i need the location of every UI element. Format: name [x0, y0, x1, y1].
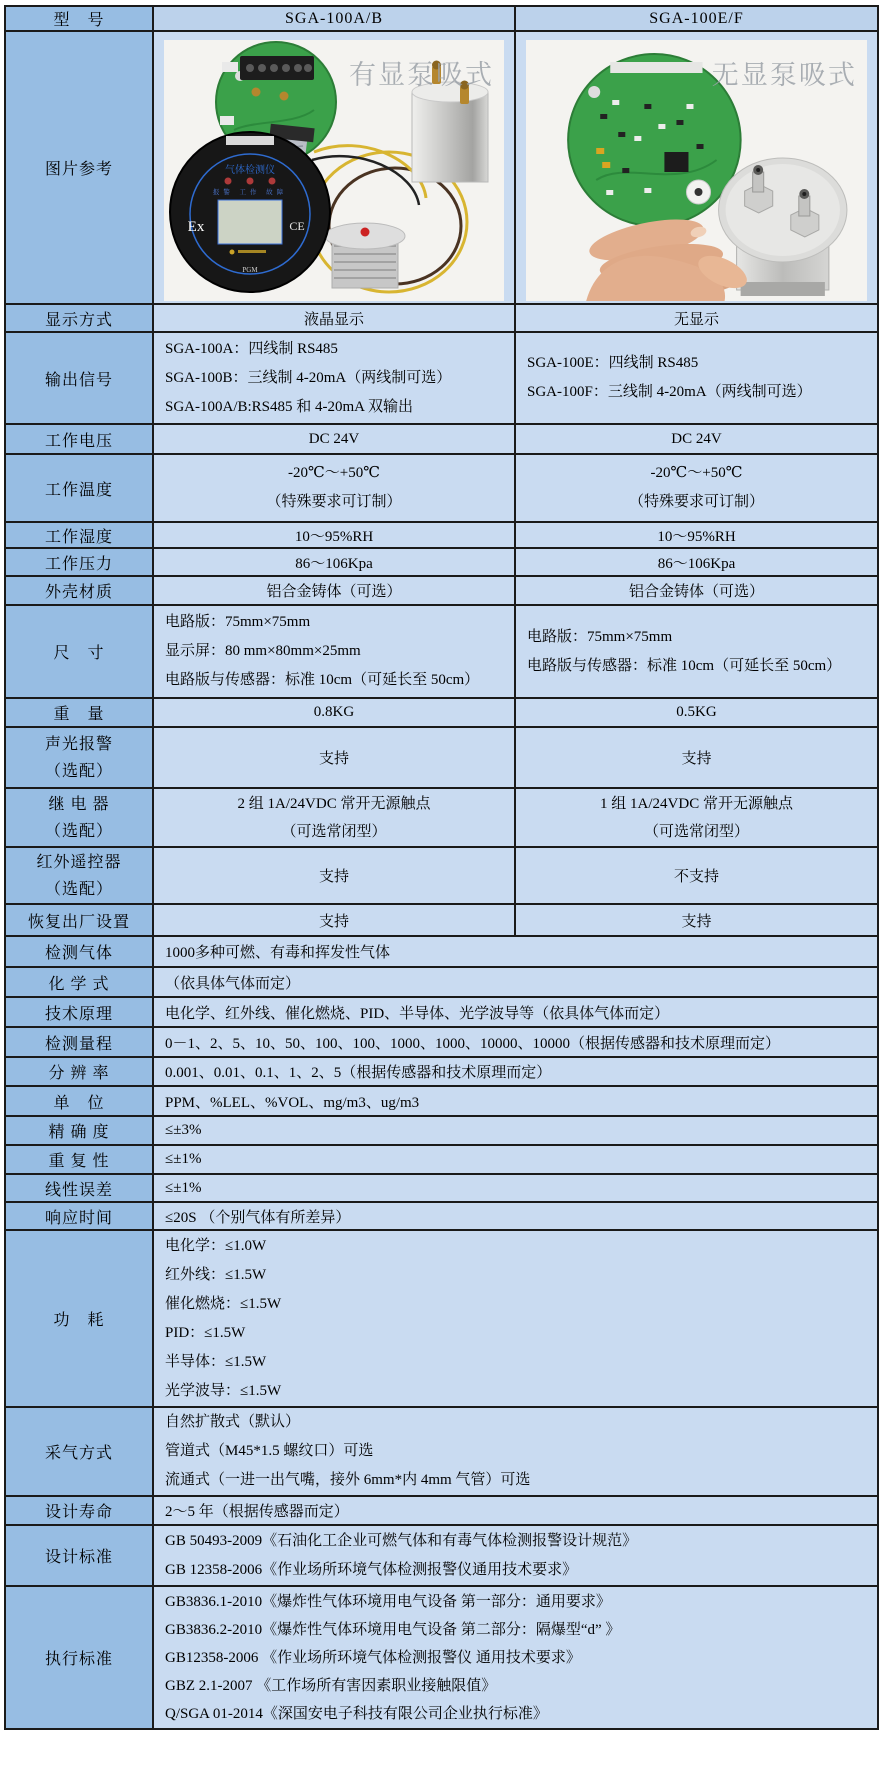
product-photo-a: [164, 40, 504, 301]
sampling-line: 流通式（一进一出气嘴，接外 6mm*内 4mm 气管）可选: [165, 1472, 531, 1488]
cell-pressure-b: 86～106Kpa: [515, 548, 878, 576]
row-label-weight: 重 量: [5, 698, 153, 727]
cell-display-b: 无显示: [515, 304, 878, 332]
output-b-line: SGA-100E：四线制 RS485: [527, 355, 699, 371]
size-b-line: 电路版与传感器：标准 10cm（可延长至 50cm）: [527, 657, 842, 674]
relay-b-line: （可选常闭型）: [643, 823, 749, 840]
table-row-display: [5, 304, 878, 332]
row-label-temp: 工作温度: [5, 454, 153, 522]
row-label-response: 响应时间: [5, 1202, 153, 1230]
relay-label-line: 继 电 器: [48, 795, 110, 813]
table-row-model: [5, 6, 878, 31]
cell-formula: （依具体气体而定）: [153, 967, 878, 997]
relay-a-line: （可选常闭型）: [281, 823, 387, 840]
table-row-repeatability: [5, 1145, 878, 1174]
model-header-b: SGA-100E/F: [515, 6, 878, 31]
cell-shell-a: 铝合金铸体（可选）: [153, 576, 515, 605]
size-a-line: 电路版：75mm×75mm: [165, 614, 311, 630]
row-label-range: 检测量程: [5, 1027, 153, 1057]
product-photo-cell-b: [515, 31, 878, 304]
table-row-exec-std: [5, 1586, 878, 1729]
spec-table: [4, 5, 879, 1730]
exec-std-line: Q/SGA 01-2014《深国安电子科技有限公司企业执行标准》: [165, 1705, 548, 1722]
cell-alarm-a: 支持: [153, 727, 515, 788]
cell-reset-a: 支持: [153, 904, 515, 936]
cell-exec-std: [153, 1586, 878, 1729]
table-row-photos: [5, 31, 878, 304]
table-row-humidity: [5, 522, 878, 548]
cell-weight-b: 0.5KG: [515, 698, 878, 727]
table-row-reset: [5, 904, 878, 936]
table-row-sampling: [5, 1407, 878, 1496]
output-a-line: SGA-100B：三线制 4-20mA（两线制可选）: [165, 369, 452, 386]
table-row-weight: [5, 698, 878, 727]
cell-shell-b: 铝合金铸体（可选）: [515, 576, 878, 605]
table-row-size: [5, 605, 878, 698]
cell-relay-b: [515, 788, 878, 847]
cell-unit: PPM、%LEL、%VOL、mg/m3、ug/m3: [153, 1086, 878, 1116]
table-row-relay: [5, 788, 878, 847]
relay-a-line: 2 组 1A/24VDC 常开无源触点: [237, 795, 431, 812]
row-label-voltage: 工作电压: [5, 424, 153, 454]
sampling-line: 自然扩散式（默认）: [165, 1414, 301, 1430]
row-label-resolution: 分 辨 率: [5, 1057, 153, 1086]
ce-mark-text: CE: [289, 219, 305, 233]
table-row-alarm: [5, 727, 878, 788]
exec-std-line: GB12358-2006 《作业场所环境气体检测报警仪 通用技术要求》: [165, 1649, 581, 1666]
row-label-remote: [5, 847, 153, 904]
cell-output-b: [515, 332, 878, 424]
cell-sampling: [153, 1407, 878, 1496]
model-row-label: 型 号: [5, 6, 153, 31]
power-line: 红外线：≤1.5W: [165, 1266, 267, 1283]
table-row-temp: [5, 454, 878, 522]
row-label-display: 显示方式: [5, 304, 153, 332]
cell-size-b: [515, 605, 878, 698]
cell-display-a: 液晶显示: [153, 304, 515, 332]
cell-design-std: [153, 1525, 878, 1586]
row-label-pressure: 工作压力: [5, 548, 153, 576]
cell-pressure-a: 86～106Kpa: [153, 548, 515, 576]
size-a-line: 电路版与传感器：标准 10cm（可延长至 50cm）: [165, 672, 480, 688]
cell-voltage-a: DC 24V: [153, 424, 515, 454]
cell-reset-b: 支持: [515, 904, 878, 936]
row-label-repeatability: 重 复 性: [5, 1145, 153, 1174]
row-label-sampling: 采气方式: [5, 1407, 153, 1496]
temp-b-line: （特殊要求可订制）: [628, 494, 764, 510]
table-row-principle: [5, 997, 878, 1027]
size-a-line: 显示屏：80 mm×80mm×25mm: [165, 643, 361, 659]
watermark-a: 有显泵吸式: [349, 60, 494, 90]
exec-std-line: GBZ 2.1-2007 《工作场所有害因素职业接触限值》: [165, 1677, 497, 1694]
power-line: 催化燃烧：≤1.5W: [165, 1295, 282, 1312]
remote-label-line: （选配）: [44, 880, 113, 898]
table-row-formula: [5, 967, 878, 997]
model-header-a: SGA-100A/B: [153, 6, 515, 31]
output-a-line: SGA-100A/B:RS485 和 4-20mA 双输出: [165, 398, 413, 415]
table-row-shell: [5, 576, 878, 605]
row-label-output: 输出信号: [5, 332, 153, 424]
cell-temp-b: [515, 454, 878, 522]
table-row-linearity: [5, 1174, 878, 1202]
cell-voltage-b: DC 24V: [515, 424, 878, 454]
photo-row-label: 图片参考: [5, 31, 153, 304]
cell-relay-a: [153, 788, 515, 847]
row-label-formula: 化 学 式: [5, 967, 153, 997]
product-photo-b-illustration: [526, 40, 867, 301]
temp-a-line: （特殊要求可订制）: [266, 494, 402, 510]
table-row-pressure: [5, 548, 878, 576]
cell-power: [153, 1230, 878, 1407]
row-label-unit: 单 位: [5, 1086, 153, 1116]
sampling-line: 管道式（M45*1.5 螺纹口）可选: [165, 1443, 374, 1459]
cell-accuracy: ≤±3%: [153, 1116, 878, 1145]
size-b-line: 电路版：75mm×75mm: [527, 628, 673, 645]
row-label-design-std: 设计标准: [5, 1525, 153, 1586]
cell-lifespan: 2～5 年（根据传感器而定）: [153, 1496, 878, 1525]
design-std-line: GB 50493-2009《石油化工企业可燃气体和有毒气体检测报警设计规范》: [165, 1532, 638, 1549]
cell-resolution: 0.001、0.01、0.1、1、2、5（根据传感器和技术原理而定）: [153, 1057, 878, 1086]
exec-std-line: GB3836.1-2010《爆炸性气体环境用电气设备 第一部分：通用要求》: [165, 1593, 611, 1610]
cell-humidity-a: 10～95%RH: [153, 522, 515, 548]
alarm-label-line: （选配）: [44, 762, 113, 780]
power-line: 光学波导：≤1.5W: [165, 1382, 282, 1399]
table-row-voltage: [5, 424, 878, 454]
table-row-response: [5, 1202, 878, 1230]
row-label-exec-std: 执行标准: [5, 1586, 153, 1729]
table-row-power: [5, 1230, 878, 1407]
power-line: 半导体：≤1.5W: [165, 1353, 267, 1370]
cell-temp-a: [153, 454, 515, 522]
row-label-principle: 技术原理: [5, 997, 153, 1027]
row-label-gases: 检测气体: [5, 936, 153, 967]
device-title-text: 气体检测仪: [225, 165, 275, 176]
cell-remote-a: 支持: [153, 847, 515, 904]
table-row-gases: [5, 936, 878, 967]
row-label-humidity: 工作湿度: [5, 522, 153, 548]
remote-label-line: 红外遥控器: [36, 853, 122, 871]
design-std-line: GB 12358-2006《作业场所环境气体检测报警仪通用技术要求》: [165, 1561, 578, 1578]
row-label-alarm: [5, 727, 153, 788]
cell-weight-a: 0.8KG: [153, 698, 515, 727]
table-row-range: [5, 1027, 878, 1057]
exec-std-line: GB3836.2-2010《爆炸性气体环境用电气设备 第二部分：隔爆型“d” 》: [165, 1621, 621, 1638]
product-photo-cell-a: [153, 31, 515, 304]
pgm-label-text: PGM: [242, 266, 258, 274]
temp-b-line: -20℃～+50℃: [650, 465, 743, 481]
cell-range: 0－1、2、5、10、50、100、100、1000、1000、10000、10000（根据传感器和技术原理而定）: [153, 1027, 878, 1057]
table-row-resolution: [5, 1057, 878, 1086]
cell-principle: 电化学、红外线、催化燃烧、PID、半导体、光学波导等（依具体气体而定）: [153, 997, 878, 1027]
row-label-reset: 恢复出厂设置: [5, 904, 153, 936]
row-label-linearity: 线性误差: [5, 1174, 153, 1202]
alarm-label-line: 声光报警: [44, 735, 113, 753]
temp-a-line: -20℃～+50℃: [287, 465, 380, 481]
relay-b-line: 1 组 1A/24VDC 常开无源触点: [600, 795, 793, 812]
power-line: 电化学：≤1.0W: [165, 1237, 267, 1254]
product-photo-b: [526, 40, 867, 301]
table-row-output: [5, 332, 878, 424]
power-line: PID：≤1.5W: [165, 1324, 246, 1341]
cell-repeatability: ≤±1%: [153, 1145, 878, 1174]
product-photo-a-illustration: [164, 40, 504, 301]
table-row-accuracy: [5, 1116, 878, 1145]
cell-gases: 1000多种可燃、有毒和挥发性气体: [153, 936, 878, 967]
row-label-size: 尺 寸: [5, 605, 153, 698]
row-label-accuracy: 精 确 度: [5, 1116, 153, 1145]
led-labels-text: 报警 工作 故障: [212, 189, 288, 196]
relay-label-line: （选配）: [44, 822, 113, 840]
watermark-b: 无显泵吸式: [711, 60, 857, 90]
ex-mark-text: Ex: [187, 219, 205, 235]
row-label-relay: [5, 788, 153, 847]
sensor-illustration-a-bottom: [325, 223, 405, 288]
cell-humidity-b: 10～95%RH: [515, 522, 878, 548]
table-row-remote: [5, 847, 878, 904]
output-a-line: SGA-100A：四线制 RS485: [165, 340, 338, 357]
device-illustration-a: [170, 132, 330, 292]
table-row-lifespan: [5, 1496, 878, 1525]
output-b-line: SGA-100F：三线制 4-20mA（两线制可选）: [527, 384, 812, 400]
row-label-power: 功 耗: [5, 1230, 153, 1407]
cell-remote-b: 不支持: [515, 847, 878, 904]
table-row-unit: [5, 1086, 878, 1116]
cell-linearity: ≤±1%: [153, 1174, 878, 1202]
row-label-lifespan: 设计寿命: [5, 1496, 153, 1525]
table-row-design-std: [5, 1525, 878, 1586]
cell-output-a: [153, 332, 515, 424]
cell-size-a: [153, 605, 515, 698]
cell-response: ≤20S （个别气体有所差异）: [153, 1202, 878, 1230]
row-label-shell: 外壳材质: [5, 576, 153, 605]
cell-alarm-b: 支持: [515, 727, 878, 788]
